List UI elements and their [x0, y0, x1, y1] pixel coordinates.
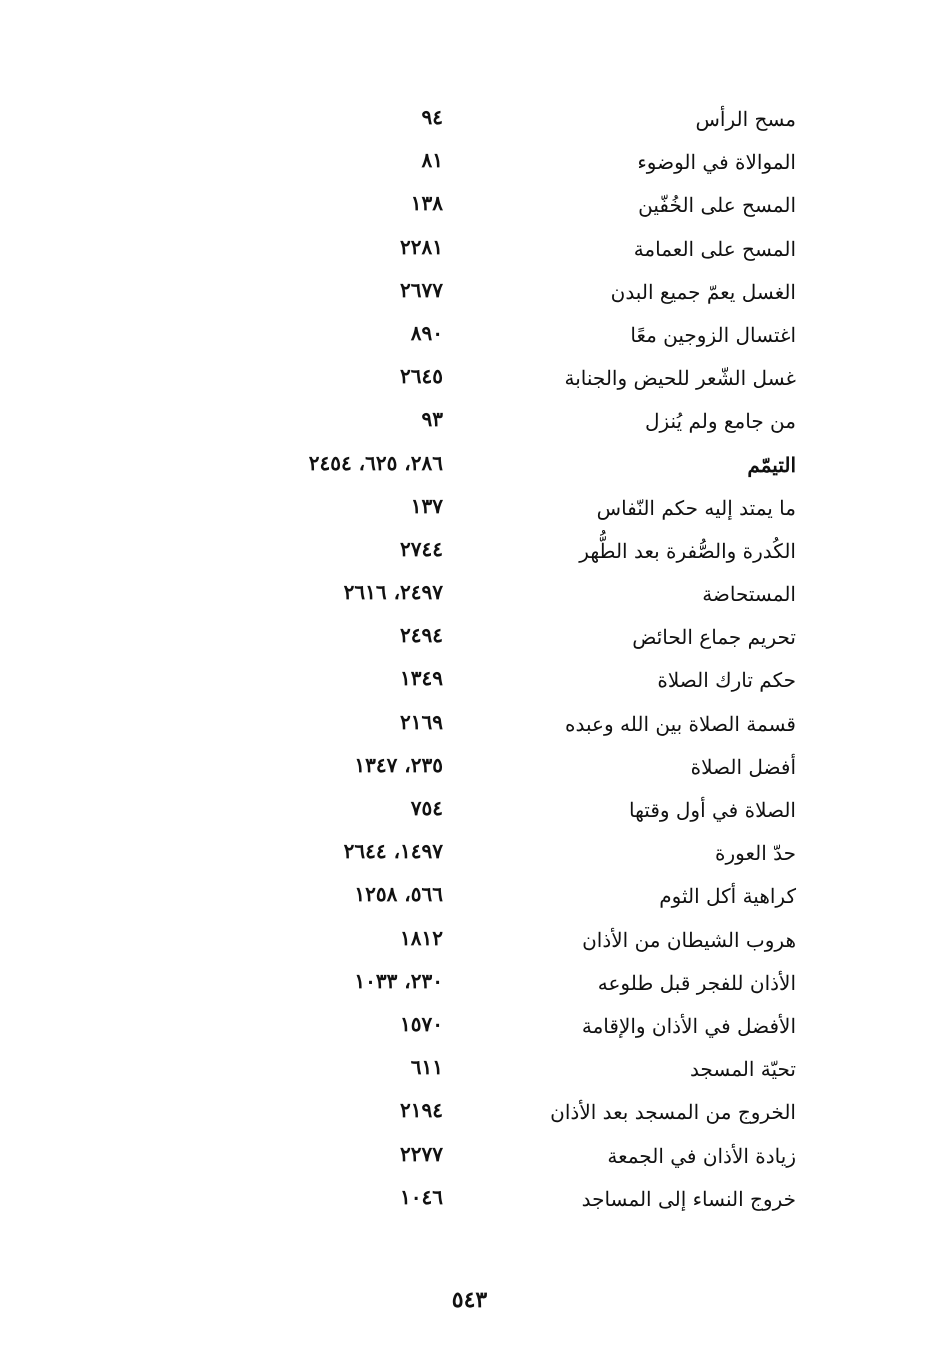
entry-topic: الكُدرة والصُّفرة بعد الطُّهر — [579, 538, 796, 563]
entry-topic: التيمّم — [747, 452, 796, 477]
index-entry — [0, 615, 939, 658]
entry-refs: ٧٥٤ — [410, 796, 443, 820]
index-entry — [0, 658, 939, 701]
entry-topic: المسح على العمامة — [633, 236, 796, 261]
index-entry — [0, 529, 939, 572]
entry-refs: ٩٣ — [421, 407, 443, 432]
index-entry — [0, 918, 939, 961]
entry-refs: ٢٣٥، ١٣٤٧ — [354, 752, 443, 777]
entry-topic: حدّ العورة — [715, 841, 796, 866]
entry-refs: ٩٤ — [421, 105, 443, 129]
entry-topic: تحيّة المسجد — [689, 1057, 796, 1082]
entry-refs: ١٠٤٦ — [400, 1184, 443, 1209]
index-entry — [0, 1177, 939, 1220]
entry-topic: ما يمتد إليه حكم النّفاس — [596, 495, 796, 520]
entry-refs: ٨٩٠ — [410, 320, 443, 345]
entry-refs: ١٣٧ — [410, 493, 443, 518]
entry-topic: المسح على الخُفّين — [638, 193, 796, 218]
entry-topic: اغتسال الزوجين معًا — [630, 322, 796, 347]
entry-topic: الخروج من المسجد بعد الأذان — [550, 1100, 796, 1125]
index-entry — [0, 1004, 939, 1047]
entry-topic: الأذان للفجر قبل طلوعه — [597, 970, 796, 995]
entry-topic: زيادة الأذان في الجمعة — [607, 1143, 796, 1168]
entry-refs: ٦١١ — [410, 1055, 443, 1080]
entry-refs: ٢١٩٤ — [400, 1098, 443, 1123]
entry-topic: حكم تارك الصلاة — [657, 668, 796, 693]
entry-refs: ١٨١٢ — [400, 925, 443, 950]
index-entry — [0, 745, 939, 788]
entry-topic: الأفضل في الأذان والإقامة — [581, 1013, 796, 1038]
index-entry — [0, 313, 939, 356]
page-number: ٥٤٣ — [451, 1287, 488, 1313]
entry-refs: ٢٦٧٧ — [400, 277, 443, 302]
index-entry — [0, 356, 939, 399]
entry-refs: ٢٢٨١ — [400, 234, 443, 259]
entry-topic: أفضل الصلاة — [690, 754, 796, 779]
entry-refs: ٢٧٤٤ — [400, 536, 443, 561]
entry-refs: ٢٤٩٧، ٢٦١٦ — [343, 580, 443, 605]
entry-refs: ٢٨٦، ٦٢٥، ٢٤٥٤ — [308, 450, 443, 475]
index-entry — [0, 140, 939, 183]
index-entry — [0, 399, 939, 442]
entry-refs: ١٣٤٩ — [400, 666, 443, 691]
entry-refs: ٨١ — [421, 148, 443, 173]
entry-topic: من جامع ولم يُنزل — [644, 409, 796, 434]
entry-topic: الغسل يعمّ جميع البدن — [610, 279, 796, 304]
entry-refs: ٢١٦٩ — [400, 709, 443, 734]
index-entry — [0, 1047, 939, 1090]
index-entry — [0, 227, 939, 270]
index-list — [0, 97, 939, 1220]
entry-topic: الصلاة في أول وقتها — [628, 798, 796, 822]
entry-refs: ٢٤٩٤ — [400, 623, 443, 648]
entry-topic: المستحاضة — [702, 582, 796, 607]
index-entry — [0, 183, 939, 226]
index-entry — [0, 572, 939, 615]
entry-refs: ٢٢٧٧ — [400, 1141, 443, 1166]
index-entry — [0, 486, 939, 529]
entry-topic: هروب الشيطان من الأذان — [582, 927, 796, 952]
entry-topic: كراهية أكل الثوم — [659, 884, 796, 909]
index-entry — [0, 961, 939, 1004]
index-entry — [0, 831, 939, 874]
index-entry — [0, 874, 939, 917]
index-entry — [0, 702, 939, 745]
entry-topic: غسل الشّعر للحيض والجنابة — [564, 366, 796, 391]
index-entry — [0, 1134, 939, 1177]
entry-topic: مسح الرأس — [695, 107, 796, 131]
entry-refs: ٥٦٦، ١٢٥٨ — [354, 882, 443, 907]
entry-refs: ١٣٨ — [410, 191, 443, 216]
index-entry — [0, 270, 939, 313]
entry-topic: قسمة الصلاة بين الله وعبده — [565, 711, 796, 736]
index-entry — [0, 97, 939, 140]
entry-topic: خروج النساء إلى المساجد — [581, 1186, 796, 1211]
entry-topic: تحريم جماع الحائض — [632, 625, 796, 650]
index-entry — [0, 443, 939, 486]
index-entry — [0, 1090, 939, 1133]
index-entry — [0, 788, 939, 831]
entry-refs: ١٥٧٠ — [400, 1011, 443, 1036]
entry-refs: ٢٦٤٥ — [400, 364, 443, 389]
entry-refs: ١٤٩٧، ٢٦٤٤ — [343, 839, 443, 864]
entry-refs: ٢٣٠، ١٠٣٣ — [354, 968, 443, 993]
entry-topic: الموالاة في الوضوء — [637, 150, 796, 175]
